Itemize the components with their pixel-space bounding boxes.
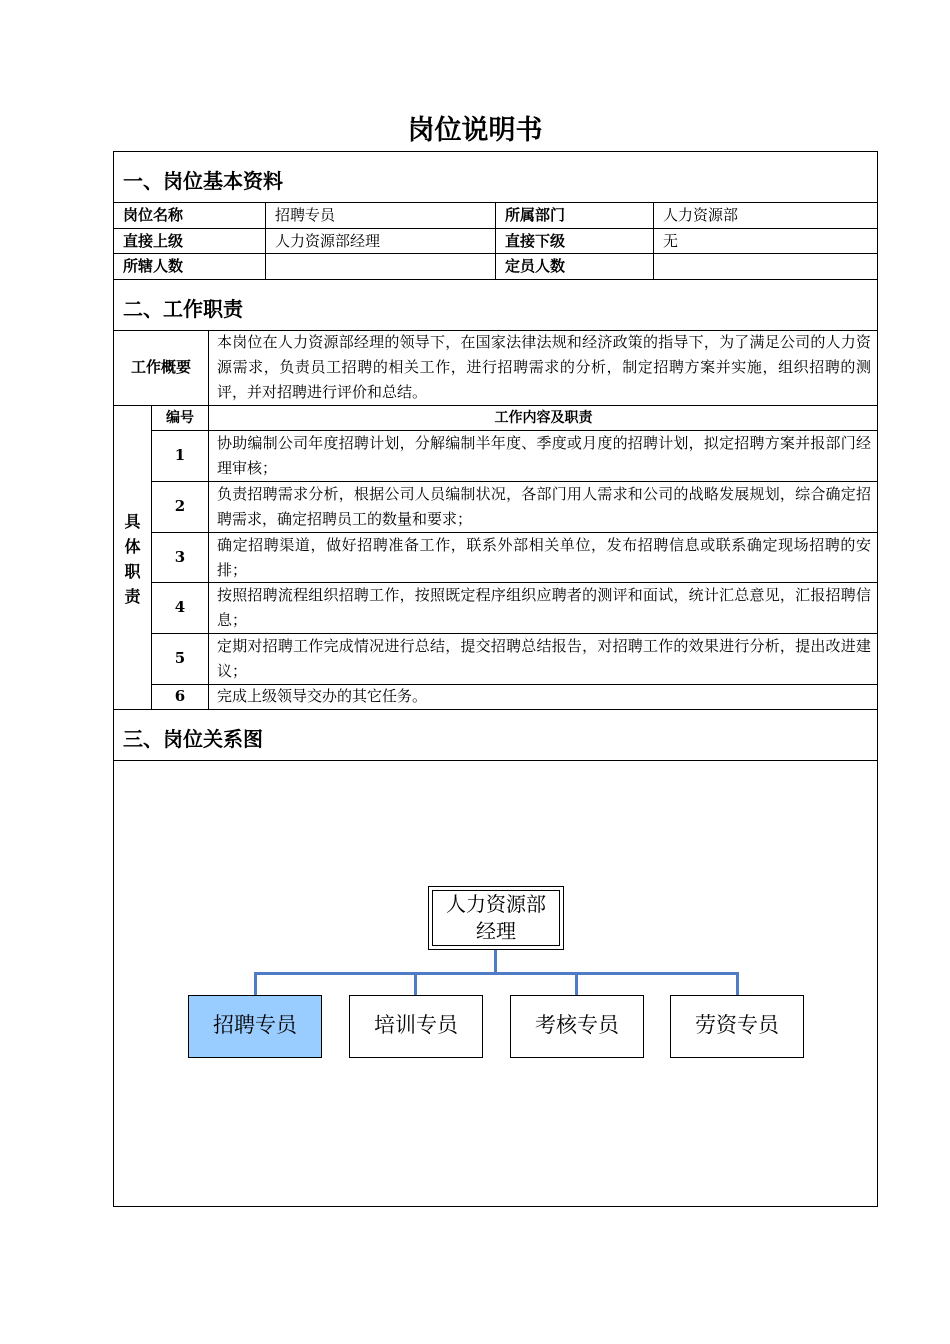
manager-box bbox=[432, 890, 560, 946]
rule bbox=[265, 202, 266, 279]
summary-text: 本岗位在人力资源部经理的领导下，在国家法律法规和经济政策的指导下，为了满足公司的人力资源需求，负责员工招聘的相关工作，进行招聘需求的分析，制定招聘方案并实施，组织招聘的测评，并对招聘进行评价和总结。 bbox=[217, 333, 871, 401]
duty-text: 按照招聘流程组织招聘工作，按照既定程序组织应聘者的测评和面试，统计汇总意见，汇报招聘信息； bbox=[217, 586, 871, 629]
duty-text: 确定招聘渠道，做好招聘准备工作，联系外部相关单位，发布招聘信息或联系确定现场招聘的安排； bbox=[217, 536, 871, 579]
subordinate-value: 无 bbox=[663, 232, 679, 250]
rule bbox=[653, 202, 654, 279]
rule bbox=[208, 330, 209, 709]
rule bbox=[113, 760, 878, 761]
section-basic-info: 一、岗位基本资料 bbox=[123, 169, 283, 193]
rule bbox=[113, 279, 878, 280]
specific-duties-char: 体 bbox=[124, 537, 141, 556]
position-name-label: 岗位名称 bbox=[123, 206, 184, 224]
managed-count-label: 所辖人数 bbox=[123, 257, 184, 275]
rule bbox=[495, 202, 496, 279]
department-value: 人力资源部 bbox=[663, 206, 739, 224]
connector-drop bbox=[575, 972, 578, 995]
connector-trunk bbox=[494, 950, 497, 974]
headcount-label: 定员人数 bbox=[505, 257, 566, 275]
connector-bar bbox=[254, 972, 739, 975]
section-org-chart: 三、岗位关系图 bbox=[123, 727, 263, 751]
page-title: 岗位说明书 bbox=[407, 115, 543, 146]
org-node-assessment: 考核专员 bbox=[510, 995, 644, 1058]
duty-text: 协助编制公司年度招聘计划，分解编制半年度、季度或月度的招聘计划，拟定招聘方案并报部门经理审核； bbox=[217, 434, 871, 477]
specific-duties-char: 责 bbox=[124, 587, 141, 606]
org-node-recruiting: 招聘专员 bbox=[188, 995, 322, 1058]
specific-duties-char: 职 bbox=[124, 562, 141, 581]
duty-no: 4 bbox=[174, 598, 186, 616]
content-header: 工作内容及职责 bbox=[494, 410, 593, 426]
superior-label: 直接上级 bbox=[123, 232, 184, 250]
no-header: 编号 bbox=[166, 410, 194, 426]
duty-no: 3 bbox=[174, 548, 186, 566]
manager-label: 人力资源部 经理 bbox=[446, 892, 546, 943]
specific-duties-label bbox=[114, 509, 151, 609]
duty-text: 负责招聘需求分析，根据公司人员编制状况，各部门用人需求和公司的战略发展规划，综合确定招聘需求，确定招聘员工的数量和要求； bbox=[217, 485, 871, 528]
duty-no: 1 bbox=[174, 446, 186, 464]
duty-no: 6 bbox=[174, 687, 186, 705]
duty-text: 定期对招聘工作完成情况进行总结，提交招聘总结报告，对招聘工作的效果进行分析，提出改进建议； bbox=[217, 637, 871, 680]
section-duties: 二、工作职责 bbox=[123, 297, 243, 321]
subordinate-label: 直接下级 bbox=[505, 232, 566, 250]
position-name-value: 招聘专员 bbox=[275, 206, 336, 224]
specific-duties-char: 具 bbox=[124, 512, 141, 531]
org-node-training: 培训专员 bbox=[349, 995, 483, 1058]
superior-value: 人力资源部经理 bbox=[275, 232, 381, 250]
rule bbox=[113, 709, 878, 710]
duty-text: 完成上级领导交办的其它任务。 bbox=[217, 687, 428, 705]
connector-drop bbox=[254, 972, 257, 995]
connector-drop bbox=[414, 972, 417, 995]
org-node-payroll: 劳资专员 bbox=[670, 995, 804, 1058]
connector-drop bbox=[736, 972, 739, 995]
duty-no: 5 bbox=[174, 649, 186, 667]
summary-label: 工作概要 bbox=[130, 358, 191, 376]
department-label: 所属部门 bbox=[505, 206, 566, 224]
duty-no: 2 bbox=[174, 497, 186, 515]
